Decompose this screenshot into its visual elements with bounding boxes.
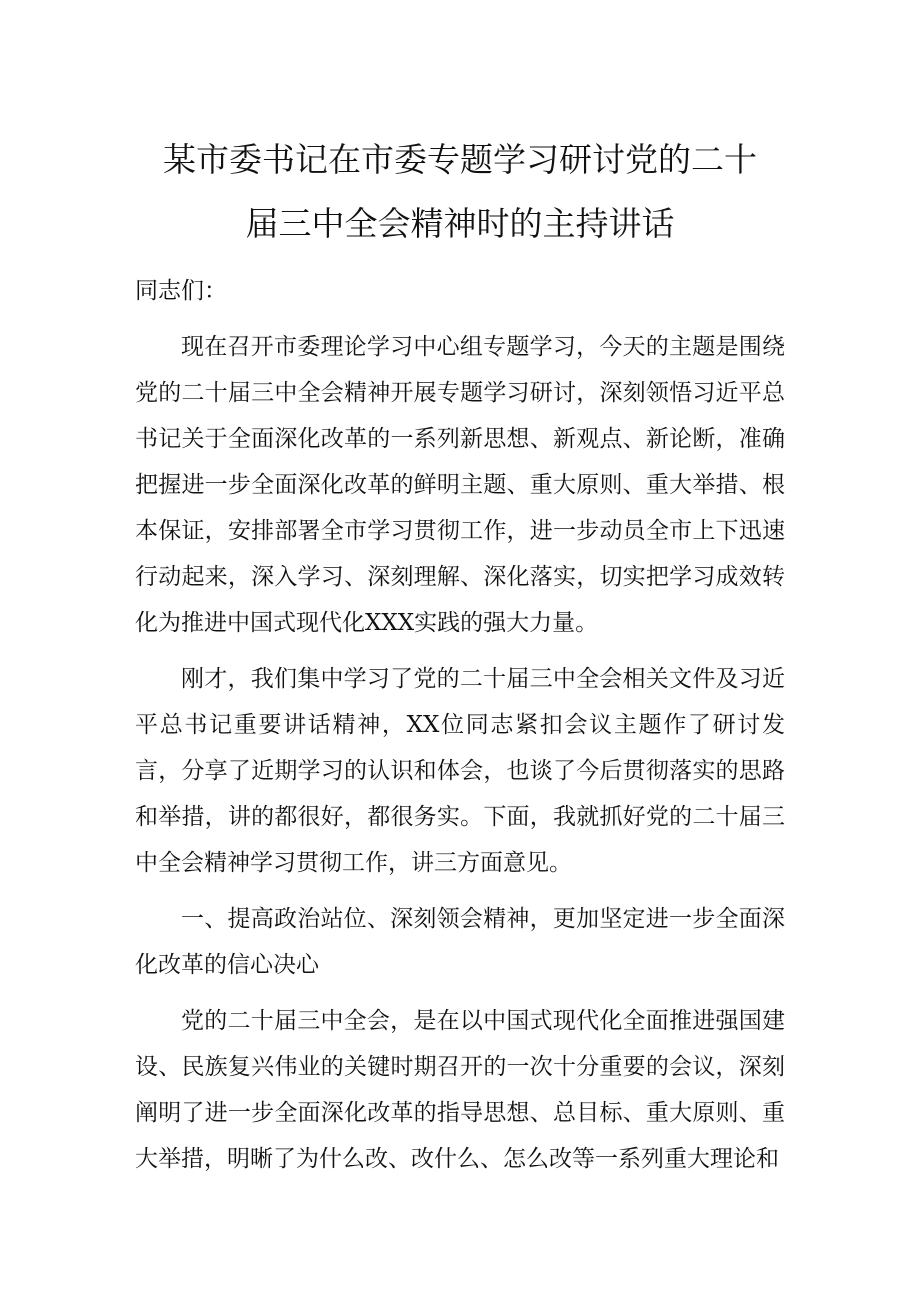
paragraph-2: 刚才，我们集中学习了党的二十届三中全会相关文件及习近平总书记重要讲话精神，XX位同志紧扣会议主题作了研讨发言，分享了近期学习的认识和体会，也谈了今后贯彻落实的思路和举措，讲的都很好，都很务实。下面，我就抓好党的二十届三中全会精神学习贯彻工作，讲三方面意见。 xyxy=(135,666,785,876)
title-line-1: 某市委书记在市委专题学习研讨党的二十 xyxy=(163,140,757,179)
document-title xyxy=(135,128,785,256)
paragraph-1: 现在召开市委理论学习中心组专题学习，今天的主题是围绕党的二十届三中全会精神开展专题学习研讨，深刻领悟习近平总书记关于全面深化改革的一系列新思想、新观点、新论断，准确把握进一步全面深化改革的鲜明主题、重大原则、重大举措、根本保证，安排部署全市学习贯彻工作，进一步动员全市上下迅速行动起来，深入学习、深刻理解、深化落实，切实把学习成效转化为推进中国式现代化XXX实践的强大力量。 xyxy=(135,334,785,636)
paragraph-3: 党的二十届三中全会，是在以中国式现代化全面推进强国建设、民族复兴伟业的关键时期召开的一次十分重要的会议，深刻阐明了进一步全面深化改革的指导思想、总目标、重大原则、重大举措，明晰了为什么改、改什么、怎么改等一系列重大理论和 xyxy=(135,1008,785,1172)
title-line-2: 届三中全会精神时的主持讲话 xyxy=(245,204,675,243)
section-heading-1: 一、提高政治站位、深刻领会精神，更加坚定进一步全面深化改革的信心决心 xyxy=(135,906,785,978)
salutation: 同志们： xyxy=(135,278,227,304)
